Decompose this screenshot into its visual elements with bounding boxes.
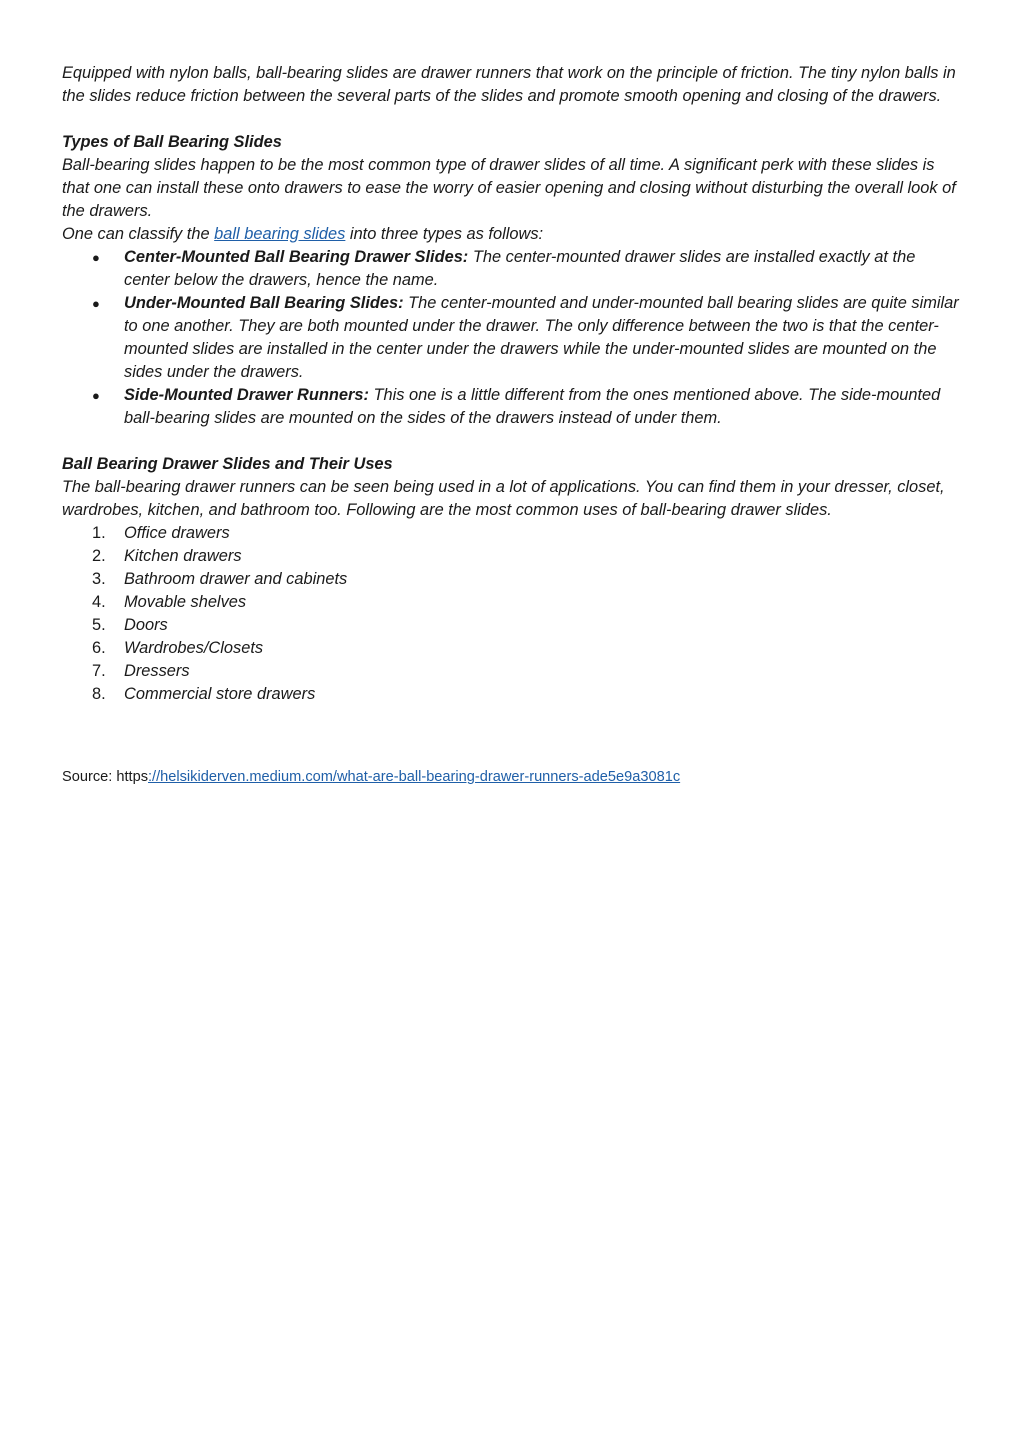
list-item	[62, 246, 962, 292]
classify-line	[62, 223, 962, 246]
list-item	[62, 545, 962, 568]
bullet-icon: ●	[92, 250, 100, 265]
types-paragraph: Ball-bearing slides happen to be the most common type of drawer slides of all time. A significant perk with these slides is that one can install these onto drawers to ease the worry of easier opening and closing without disturbing the overall look of the drawers.	[62, 156, 956, 220]
list-item-label: Office drawers	[124, 524, 230, 542]
ball-bearing-slides-link[interactable]: ball bearing slides	[214, 225, 346, 243]
list-item-title: Center-Mounted Ball Bearing Drawer Slides:	[124, 248, 469, 266]
types-list	[62, 246, 962, 430]
list-item-label: Commercial store drawers	[124, 685, 316, 703]
list-item	[62, 568, 962, 591]
list-item	[62, 660, 962, 683]
classify-prefix: One can classify the	[62, 225, 215, 243]
spacer	[62, 108, 962, 131]
list-item-text: The center-mounted drawer slides are installed exactly at the center below the drawers, hence the name.	[124, 248, 916, 289]
intro-paragraph: Equipped with nylon balls, ball-bearing slides are drawer runners that work on the principle of friction. The tiny nylon balls in the slides reduce friction between the several parts of the slides and promote smooth opening and closing of the drawers.	[62, 64, 956, 105]
list-item	[62, 522, 962, 545]
list-number: 1.	[92, 524, 106, 542]
uses-list	[62, 522, 962, 706]
list-item-label: Kitchen drawers	[124, 547, 242, 565]
list-item	[62, 591, 962, 614]
list-item-text: The center-mounted and under-mounted ball bearing slides are quite similar to one another. They are both mounted under the drawer. The only difference between the two is that the center-mounted slides are installed in the center under the drawers while the under-mounted slides are mounted on the sides under the drawers.	[124, 294, 959, 381]
list-item-title: Under-Mounted Ball Bearing Slides:	[124, 294, 404, 312]
list-item-title: Side-Mounted Drawer Runners:	[124, 386, 369, 404]
list-item-label: Doors	[124, 616, 168, 634]
spacer	[62, 430, 962, 453]
list-item	[62, 637, 962, 660]
types-heading: Types of Ball Bearing Slides	[62, 133, 282, 151]
source-prefix: Source: https	[62, 769, 148, 785]
list-number: 7.	[92, 662, 106, 680]
document-body	[62, 62, 962, 706]
list-number: 5.	[92, 616, 106, 634]
list-item	[62, 614, 962, 637]
source-line	[62, 767, 680, 787]
uses-paragraph: The ball-bearing drawer runners can be seen being used in a lot of applications. You can find them in your dresser, closet, wardrobes, kitchen, and bathroom too. Following are the most common uses of ball-bearing drawer slides.	[62, 478, 945, 519]
list-number: 8.	[92, 685, 106, 703]
list-item-label: Wardrobes/Closets	[124, 639, 264, 657]
list-number: 6.	[92, 639, 106, 657]
bullet-icon: ●	[92, 388, 100, 403]
bullet-icon: ●	[92, 296, 100, 311]
list-item-label: Movable shelves	[124, 593, 247, 611]
list-item-text: This one is a little different from the ones mentioned above. The side-mounted ball-bearing slides are mounted on the sides of the drawers instead of under them.	[124, 386, 941, 427]
uses-heading: Ball Bearing Drawer Slides and Their Uses	[62, 455, 393, 473]
classify-suffix: into three types as follows:	[345, 225, 544, 243]
list-number: 4.	[92, 593, 106, 611]
list-item-label: Bathroom drawer and cabinets	[124, 570, 348, 588]
list-item	[62, 683, 962, 706]
list-item	[62, 292, 962, 384]
list-number: 2.	[92, 547, 106, 565]
list-number: 3.	[92, 570, 106, 588]
list-item-label: Dressers	[124, 662, 190, 680]
source-link[interactable]: ://helsikiderven.medium.com/what-are-ball-bearing-drawer-runners-ade5e9a3081c	[148, 769, 681, 785]
list-item	[62, 384, 962, 430]
